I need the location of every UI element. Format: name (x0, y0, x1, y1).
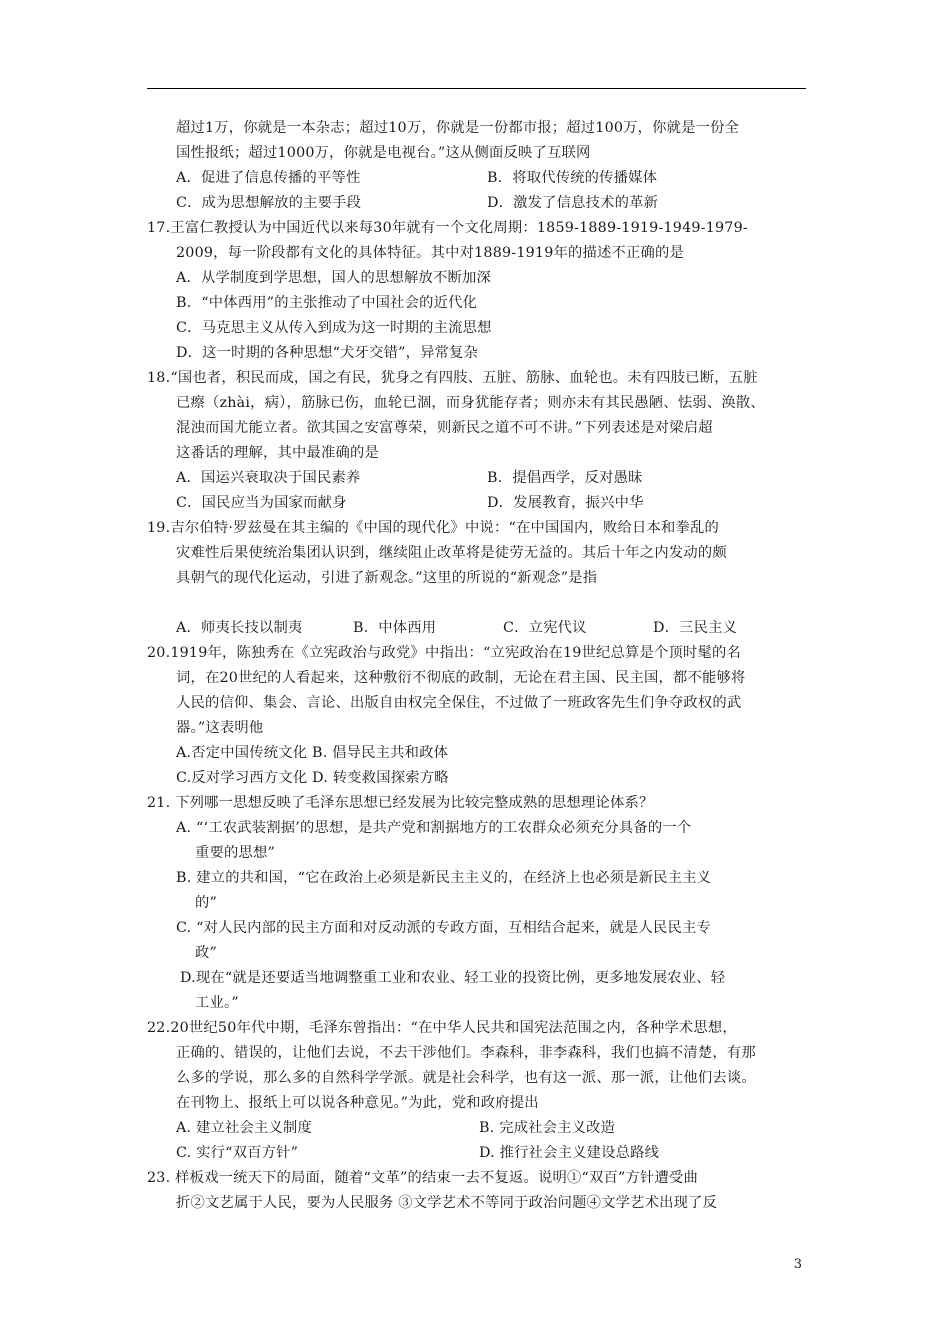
text-line: 重要的思想” (195, 845, 275, 861)
text-line: A.否定中国传统文化 B. 倡导民主共和政体 (176, 745, 449, 761)
text-line: 超过1万，你就是一本杂志；超过10万，你就是一份都市报；超过100万，你就是一份全 (176, 120, 740, 136)
text-line: A．国运兴衰取决于国民素养 (176, 470, 361, 486)
text-line: 人民的信仰、集会、言论、出版自由权完全保住，不过做了一班政客先生们争夺政权的武 (176, 695, 742, 711)
text-line: D．这一时期的各种思想“犬牙交错”，异常复杂 (176, 345, 479, 361)
text-line: 22.20世纪50年代中期，毛泽东曾指出：“在中华人民共和国宪法范围之内，各种学术思想， (147, 1020, 737, 1036)
text-line: A．促进了信息传播的平等性 (176, 170, 361, 186)
text-line: 政” (195, 945, 218, 961)
text-line: B．提倡西学，反对愚昧 (487, 470, 643, 486)
text-line: 19.吉尔伯特·罗兹曼在其主编的《中国的现代化》中说：“在中国国内，败给日本和拳乱的 (147, 520, 719, 536)
text-line: 这番话的理解，其中最准确的是 (176, 445, 379, 461)
text-line: D．三民主义 (653, 620, 738, 636)
text-line: B．“中体西用”的主张推动了中国社会的近代化 (176, 295, 478, 311)
text-line: 17.王富仁教授认为中国近代以来每30年就有一个文化周期：1859-1889-1919-1949-1979- (147, 220, 748, 236)
text-line: 20.1919年，陈独秀在《立宪政治与政党》中指出：“立宪政治在19世纪总算是个顶时髦的名 (147, 645, 742, 661)
text-line: 混浊而国尤能立者。欲其国之安富尊荣，则新民之道不可不讲。”下列表述是对梁启超 (176, 420, 713, 436)
text-line: 灾难性后果使统治集团认识到，继续阻止改革将是徒劳无益的。其后十年之内发动的颇 (176, 545, 727, 561)
text-line: 2009，每一阶段都有文化的具体特征。其中对1889-1919年的描述不正确的是 (176, 245, 684, 261)
text-line: 18.“国也者，积民而成，国之有民，犹身之有四肢、五脏、筋脉、血轮也。未有四肢已断，五脏 (147, 370, 758, 386)
text-line: C．国民应当为国家而献身 (176, 495, 347, 511)
text-line: B. 完成社会主义改造 (479, 1120, 616, 1136)
text-line: 23. 样板戏一统天下的局面，随着“文革”的结束一去不复返。说明①“双百”方针遭受曲 (147, 1170, 699, 1186)
text-line: 工业。” (195, 995, 239, 1011)
text-line: D. 推行社会主义建设总路线 (479, 1145, 660, 1161)
text-line: B．将取代传统的传播媒体 (487, 170, 658, 186)
text-line: 在刊物上、报纸上可以说各种意见。”为此，党和政府提出 (176, 1095, 539, 1111)
text-line: 词，在20世纪的人看起来，这种敷衍不彻底的政制，无论在君主国、民主国，都不能够将 (176, 670, 746, 686)
text-line: A. 建立社会主义制度 (176, 1120, 312, 1136)
text-line: 器。”这表明他 (176, 720, 264, 736)
text-line: B. 建立的共和国，“它在政治上必须是新民主主义的，在经济上也必须是新民主主义 (176, 870, 712, 886)
text-line: 国性报纸；超过1000万，你就是电视台。”这从侧面反映了互联网 (176, 145, 591, 161)
text-line: C.反对学习西方文化 D. 转变救国探索方略 (176, 770, 449, 786)
text-line: C．立宪代议 (503, 620, 587, 636)
text-line: B．中体西用 (353, 620, 437, 636)
text-line: D.现在“就是还要适当地调整重工业和农业、轻工业的投资比例，更多地发展农业、轻 (180, 970, 726, 986)
text-line: 折②文艺属于人民，要为人民服务 ③文学艺术不等同于政治问题④文学艺术出现了反 (176, 1195, 718, 1211)
text-line: 正确的、错误的，让他们去说，不去干涉他们。李森科，非李森科，我们也搞不清楚，有那 (176, 1045, 756, 1061)
text-line: A．从学制度到学思想，国人的思想解放不断加深 (176, 270, 491, 286)
text-line: 么多的学说，那么多的自然科学学派。就是社会科学，也有这一派、那一派，让他们去谈。 (176, 1070, 756, 1086)
text-line: 已瘵（zhài，病），筋脉已伤，血轮已涸，而身犹能存者；则亦未有其民愚陋、怯弱、涣散、 (176, 395, 765, 411)
text-line: D．激发了信息技术的革新 (487, 195, 659, 211)
text-line: C．马克思主义从传入到成为这一时期的主流思想 (176, 320, 492, 336)
text-line: 的” (195, 895, 218, 911)
text-line: C．成为思想解放的主要手段 (176, 195, 362, 211)
text-line: 21. 下列哪一思想反映了毛泽东思想已经发展为比较完整成熟的思想理论体系？ (147, 795, 654, 811)
page-number: 3 (793, 1257, 802, 1272)
text-line: D．发展教育，振兴中华 (487, 495, 644, 511)
text-line: A. “‘工农武装割据’的思想，是共产党和割据地方的工农群众必须充分具备的一个 (176, 820, 692, 836)
text-line: 具朝气的现代化运动，引进了新观念。”这里的所说的“新观念”是指 (176, 570, 598, 586)
text-line: C. “对人民内部的民主方面和对反动派的专政方面，互相结合起来，就是人民民主专 (176, 920, 712, 936)
text-line: C. 实行“双百方针” (176, 1145, 299, 1161)
text-line: A．师夷长技以制夷 (176, 620, 303, 636)
